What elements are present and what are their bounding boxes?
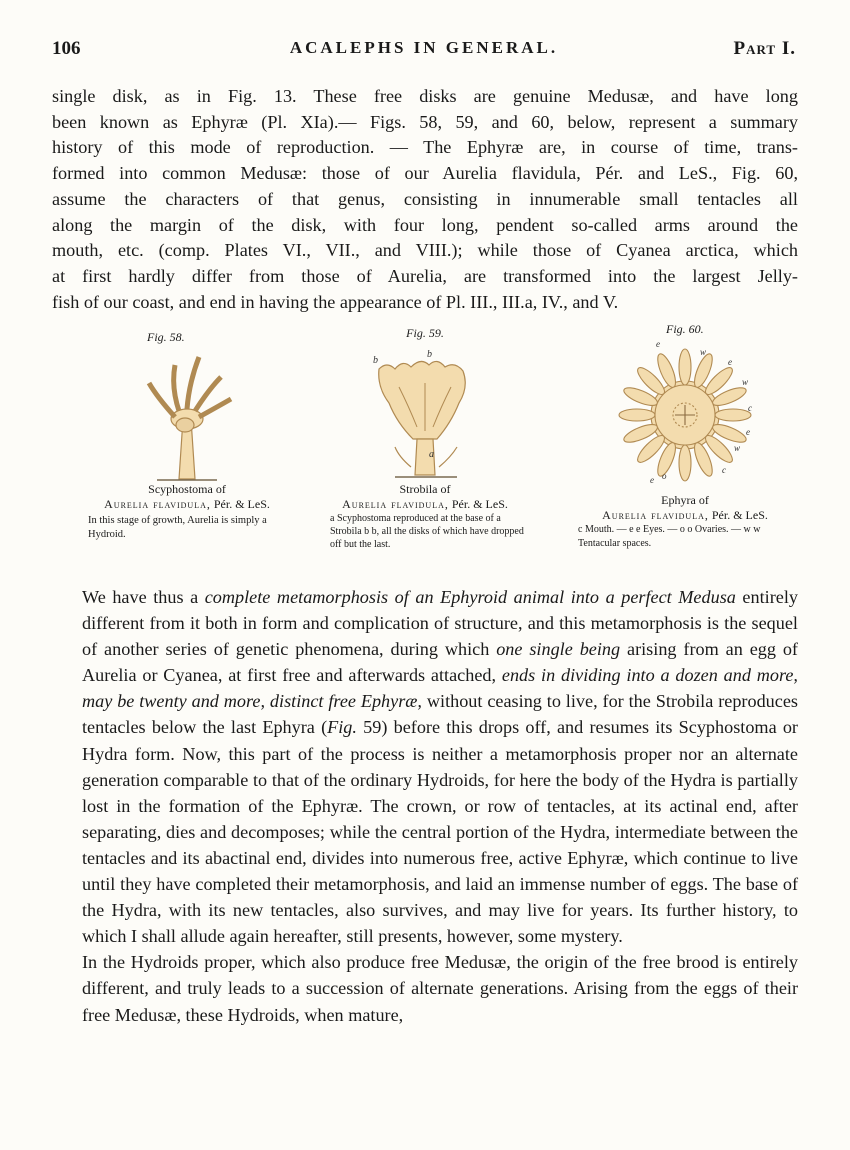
figure-note: c Mouth. — e e Eyes. — o o Ovaries. — w w Tentacular spaces.	[578, 524, 761, 549]
mark-e: e	[746, 427, 750, 437]
mark-a: a	[429, 449, 434, 460]
mark-w: w	[734, 443, 741, 453]
running-header	[52, 38, 796, 64]
paragraph-intro	[52, 84, 798, 315]
figure-caption-title: Ephyra of	[661, 493, 709, 507]
text-line: history of this mode of reproduction. — The Ephyræ are, in course of time, trans-	[52, 137, 798, 158]
mark-o: o	[662, 471, 667, 481]
figure-caption-species: Aurelia flavidula, Pér. & LeS.	[104, 497, 270, 511]
mark-b: b	[427, 349, 432, 360]
figure-note: In this stage of growth, Aurelia is simply a Hydroid.	[88, 515, 267, 540]
part-label: Part I.	[733, 38, 796, 59]
text-line: been known as Ephyræ (Pl. XIa).— Figs. 58, 59, and 60, below, represent a summary	[52, 111, 798, 132]
text-line: formed into common Medusæ: those of our Aurelia flavidula, Pér. and LeS., Fig. 60,	[52, 163, 798, 184]
mark-e: e	[656, 339, 660, 349]
figure-label: Fig. 60.	[666, 322, 704, 336]
figure-row	[52, 322, 798, 584]
mark-c: c	[722, 465, 726, 475]
figure-caption-species: Aurelia flavidula, Pér. & LeS.	[342, 497, 508, 511]
mark-w: w	[700, 347, 707, 357]
mark-c: c	[748, 403, 752, 413]
figure-caption-title: Strobila of	[399, 482, 451, 496]
paragraph-metamorphosis: We have thus a complete metamorphosis of an Ephyroid animal into a perfect Medusa entirely different from it both in form and complication of structure, and this metamorphosis is the sequel of another series of genetic phenomena, during which one single being arising from an egg of Aurelia or Cyanea, at first free and afterwards attached, ends in dividing into a dozen and more, may be twenty and more, distinct free Ephyræ, without ceasing to live, for the Strobila reproduces tentacles below the last Ephyra (Fig. 59) before this drops off, and resumes its Scyphostoma or Hydra form. Now, this part of the process is neither a metamorphosis proper nor an alternate generation comparable to that of the ordinary Hydroids, for here the body of the Hydra is partially lost in the formation of the Ephyræ. The crown, or row of tentacles, at its actinal end, after separating, dies and decomposes; while the central portion of the Hydra, intermediate between the tentacles and its abactinal end, divides into numerous free, active Ephyræ, which continue to live until they have completed their metamorphosis, and laid an immense number of eggs. The base of the Hydra, with its new tentacles, also survives, and may live for years. Its further history, to which I shall allude again hereafter, still presents, however, some mystery.	[82, 587, 798, 947]
figure-59	[318, 326, 532, 551]
mark-w: w	[742, 377, 749, 387]
figure-60	[572, 322, 798, 551]
figure-caption-title: Scyphostoma of	[148, 482, 226, 496]
figure-label: Fig. 59.	[406, 326, 444, 340]
mark-e: e	[650, 475, 654, 485]
ephyra-illustration	[610, 337, 760, 487]
text-line: at first hardly differ from those of Aurelia, are transformed into the largest Jelly-	[52, 265, 798, 286]
page-number: 106	[52, 38, 81, 59]
figure-caption-species: Aurelia flavidula, Pér. & LeS.	[602, 508, 768, 522]
text-line: along the margin of the disk, with four long, pendent so-called arms around the	[52, 214, 798, 235]
figure-label: Fig. 58.	[147, 330, 185, 344]
scyphostoma-illustration	[127, 347, 247, 482]
running-title: ACALEPHS IN GENERAL.	[289, 38, 559, 57]
text-line: fish of our coast, and end in having the appearance of Pl. III., III.a, IV., and V.	[52, 291, 619, 312]
text-line: mouth, etc. (comp. Plates VI., VII., and VIII.); while those of Cyanea arctica, which	[52, 240, 798, 261]
main-text	[52, 584, 798, 1028]
paragraph-hydroids: In the Hydroids proper, which also produce free Medusæ, the origin of the free brood is entirely different, and truly leads to a succession of alternate generations. Arising from the eggs of their free Medusæ, these Hydroids, when mature,	[82, 952, 798, 1025]
strobila-illustration	[365, 347, 485, 482]
figure-58	[82, 330, 292, 542]
mark-b: b	[373, 355, 378, 366]
figure-note: a Scyphostoma reproduced at the base of a Strobila b b, all the disks of which have dropped off but the last.	[330, 513, 524, 550]
text-line: single disk, as in Fig. 13. These free disks are genuine Medusæ, and have long	[52, 86, 798, 106]
text-line: assume the characters of that genus, consisting in innumerable small tentacles all	[52, 188, 798, 209]
mark-e: e	[728, 357, 732, 367]
